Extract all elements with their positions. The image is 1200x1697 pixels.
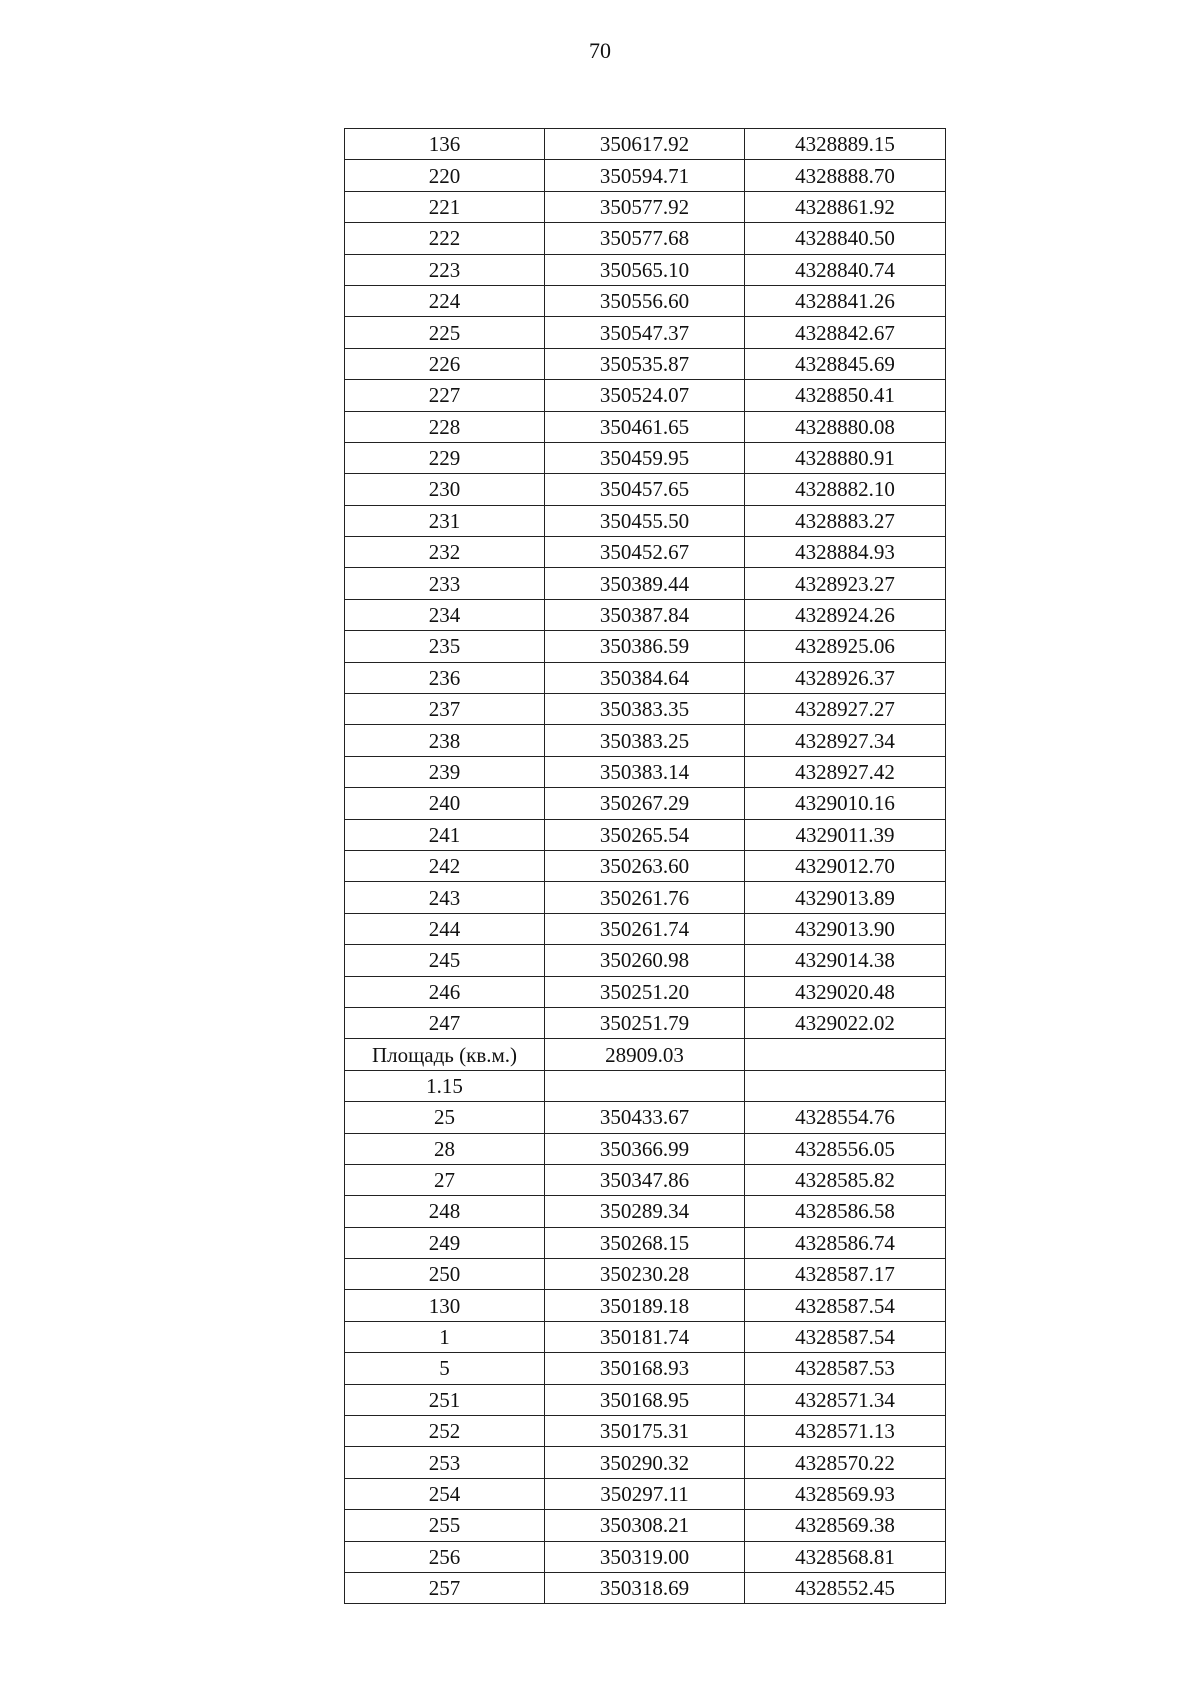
x-coordinate-cell: 350461.65 [545,411,745,442]
y-coordinate-cell: 4328554.76 [745,1102,946,1133]
point-number-cell: 253 [345,1447,545,1478]
x-coordinate-cell: 350168.93 [545,1353,745,1384]
y-coordinate-cell: 4328552.45 [745,1572,946,1603]
y-coordinate-cell: 4328880.91 [745,442,946,473]
table-row [345,882,946,913]
y-coordinate-cell: 4329013.90 [745,913,946,944]
x-coordinate-cell: 350577.92 [545,191,745,222]
y-coordinate-cell: 4328568.81 [745,1541,946,1572]
table-row [345,1510,946,1541]
x-coordinate-cell: 350383.14 [545,756,745,787]
x-coordinate-cell: 350452.67 [545,537,745,568]
x-coordinate-cell: 350547.37 [545,317,745,348]
page-number: 70 [589,38,611,63]
point-number-cell: 220 [345,160,545,191]
y-coordinate-cell: 4329014.38 [745,945,946,976]
x-coordinate-cell: 350318.69 [545,1572,745,1603]
x-coordinate-cell: 350366.99 [545,1133,745,1164]
y-coordinate-cell: 4328926.37 [745,662,946,693]
table-row [345,599,946,630]
coordinates-table [344,128,946,1604]
x-coordinate-cell: 350263.60 [545,850,745,881]
y-coordinate-cell: 4328882.10 [745,474,946,505]
y-coordinate-cell: 4329020.48 [745,976,946,1007]
point-number-cell: 246 [345,976,545,1007]
point-number-cell: 136 [345,129,545,160]
y-coordinate-cell: 4328883.27 [745,505,946,536]
y-coordinate-cell: 4328587.54 [745,1321,946,1352]
x-coordinate-cell: 350535.87 [545,348,745,379]
y-coordinate-cell: 4328927.42 [745,756,946,787]
x-coordinate-cell: 350386.59 [545,631,745,662]
point-number-cell: 226 [345,348,545,379]
y-coordinate-cell: 4328586.74 [745,1227,946,1258]
table-row [345,756,946,787]
y-coordinate-cell [745,1070,946,1101]
point-number-cell: 5 [345,1353,545,1384]
point-number-cell: 255 [345,1510,545,1541]
x-coordinate-cell: 350268.15 [545,1227,745,1258]
point-number-cell: 239 [345,756,545,787]
point-number-cell: 247 [345,1007,545,1038]
point-number-cell: 244 [345,913,545,944]
x-coordinate-cell: 350289.34 [545,1196,745,1227]
point-number-cell: 242 [345,850,545,881]
x-coordinate-cell: 350347.86 [545,1164,745,1195]
y-coordinate-cell: 4328845.69 [745,348,946,379]
point-number-cell: 230 [345,474,545,505]
table-row [345,694,946,725]
y-coordinate-cell: 4328556.05 [745,1133,946,1164]
x-coordinate-cell: 350297.11 [545,1478,745,1509]
point-number-cell: 1.15 [345,1070,545,1101]
table-row [345,788,946,819]
point-number-cell: Площадь (кв.м.) [345,1039,545,1070]
x-coordinate-cell: 350565.10 [545,254,745,285]
table-row [345,1572,946,1603]
y-coordinate-cell: 4328587.54 [745,1290,946,1321]
y-coordinate-cell: 4328889.15 [745,129,946,160]
point-number-cell: 251 [345,1384,545,1415]
table-body [345,129,946,1604]
y-coordinate-cell: 4328925.06 [745,631,946,662]
x-coordinate-cell: 350457.65 [545,474,745,505]
x-coordinate-cell: 350189.18 [545,1290,745,1321]
table-row [345,317,946,348]
table-row [345,411,946,442]
table-row [345,254,946,285]
y-coordinate-cell [745,1039,946,1070]
x-coordinate-cell: 350617.92 [545,129,745,160]
x-coordinate-cell: 350265.54 [545,819,745,850]
point-number-cell: 222 [345,223,545,254]
x-coordinate-cell: 350459.95 [545,442,745,473]
point-number-cell: 231 [345,505,545,536]
table-row [345,474,946,505]
x-coordinate-cell: 28909.03 [545,1039,745,1070]
x-coordinate-cell: 350261.76 [545,882,745,913]
table-row [345,160,946,191]
point-number-cell: 232 [345,537,545,568]
y-coordinate-cell: 4328924.26 [745,599,946,630]
y-coordinate-cell: 4328841.26 [745,285,946,316]
y-coordinate-cell: 4328586.58 [745,1196,946,1227]
table-row [345,1290,946,1321]
table-row [345,223,946,254]
table-row [345,913,946,944]
table-row [345,1196,946,1227]
table-row [345,537,946,568]
x-coordinate-cell: 350251.20 [545,976,745,1007]
table-row [345,1102,946,1133]
x-coordinate-cell: 350455.50 [545,505,745,536]
table-row [345,1384,946,1415]
table-row [345,191,946,222]
x-coordinate-cell: 350556.60 [545,285,745,316]
x-coordinate-cell: 350267.29 [545,788,745,819]
point-number-cell: 257 [345,1572,545,1603]
y-coordinate-cell: 4329012.70 [745,850,946,881]
y-coordinate-cell: 4328888.70 [745,160,946,191]
x-coordinate-cell: 350524.07 [545,380,745,411]
y-coordinate-cell: 4328571.34 [745,1384,946,1415]
point-number-cell: 223 [345,254,545,285]
y-coordinate-cell: 4328861.92 [745,191,946,222]
x-coordinate-cell: 350308.21 [545,1510,745,1541]
y-coordinate-cell: 4328923.27 [745,568,946,599]
table-row [345,945,946,976]
table-row [345,1321,946,1352]
point-number-cell: 225 [345,317,545,348]
point-number-cell: 229 [345,442,545,473]
point-number-cell: 236 [345,662,545,693]
x-coordinate-cell [545,1070,745,1101]
x-coordinate-cell: 350181.74 [545,1321,745,1352]
y-coordinate-cell: 4328840.50 [745,223,946,254]
y-coordinate-cell: 4328842.67 [745,317,946,348]
x-coordinate-cell: 350290.32 [545,1447,745,1478]
point-number-cell: 234 [345,599,545,630]
point-number-cell: 238 [345,725,545,756]
point-number-cell: 241 [345,819,545,850]
table-row [345,1070,946,1101]
x-coordinate-cell: 350387.84 [545,599,745,630]
x-coordinate-cell: 350384.64 [545,662,745,693]
table-row [345,1259,946,1290]
point-number-cell: 243 [345,882,545,913]
y-coordinate-cell: 4328927.34 [745,725,946,756]
table-row [345,1416,946,1447]
x-coordinate-cell: 350261.74 [545,913,745,944]
table-row [345,819,946,850]
table-row [345,129,946,160]
y-coordinate-cell: 4328587.53 [745,1353,946,1384]
table-row [345,631,946,662]
y-coordinate-cell: 4328569.38 [745,1510,946,1541]
point-number-cell: 248 [345,1196,545,1227]
point-number-cell: 28 [345,1133,545,1164]
y-coordinate-cell: 4328587.17 [745,1259,946,1290]
table-row [345,976,946,1007]
y-coordinate-cell: 4329011.39 [745,819,946,850]
table-row [345,850,946,881]
point-number-cell: 227 [345,380,545,411]
point-number-cell: 245 [345,945,545,976]
table-row [345,285,946,316]
point-number-cell: 1 [345,1321,545,1352]
x-coordinate-cell: 350389.44 [545,568,745,599]
y-coordinate-cell: 4328927.27 [745,694,946,725]
point-number-cell: 224 [345,285,545,316]
table-row [345,380,946,411]
point-number-cell: 130 [345,1290,545,1321]
y-coordinate-cell: 4328585.82 [745,1164,946,1195]
point-number-cell: 240 [345,788,545,819]
point-number-cell: 252 [345,1416,545,1447]
x-coordinate-cell: 350175.31 [545,1416,745,1447]
table-row [345,1353,946,1384]
x-coordinate-cell: 350319.00 [545,1541,745,1572]
point-number-cell: 27 [345,1164,545,1195]
y-coordinate-cell: 4328569.93 [745,1478,946,1509]
table-row [345,1164,946,1195]
point-number-cell: 256 [345,1541,545,1572]
y-coordinate-cell: 4329022.02 [745,1007,946,1038]
y-coordinate-cell: 4328850.41 [745,380,946,411]
x-coordinate-cell: 350383.35 [545,694,745,725]
x-coordinate-cell: 350433.67 [545,1102,745,1133]
point-number-cell: 233 [345,568,545,599]
point-number-cell: 228 [345,411,545,442]
x-coordinate-cell: 350168.95 [545,1384,745,1415]
table-row [345,662,946,693]
table-row [345,1227,946,1258]
table-row [345,1541,946,1572]
x-coordinate-cell: 350260.98 [545,945,745,976]
x-coordinate-cell: 350577.68 [545,223,745,254]
x-coordinate-cell: 350251.79 [545,1007,745,1038]
point-number-cell: 249 [345,1227,545,1258]
x-coordinate-cell: 350383.25 [545,725,745,756]
table-row [345,442,946,473]
y-coordinate-cell: 4328570.22 [745,1447,946,1478]
point-number-cell: 25 [345,1102,545,1133]
y-coordinate-cell: 4328840.74 [745,254,946,285]
x-coordinate-cell: 350230.28 [545,1259,745,1290]
table-row [345,1039,946,1070]
point-number-cell: 250 [345,1259,545,1290]
table-row [345,1007,946,1038]
point-number-cell: 254 [345,1478,545,1509]
y-coordinate-cell: 4328571.13 [745,1416,946,1447]
point-number-cell: 221 [345,191,545,222]
y-coordinate-cell: 4329010.16 [745,788,946,819]
point-number-cell: 237 [345,694,545,725]
table-row [345,568,946,599]
table-row [345,1133,946,1164]
table-row [345,1478,946,1509]
table-row [345,1447,946,1478]
table-row [345,505,946,536]
y-coordinate-cell: 4328884.93 [745,537,946,568]
table-row [345,725,946,756]
x-coordinate-cell: 350594.71 [545,160,745,191]
table-row [345,348,946,379]
point-number-cell: 235 [345,631,545,662]
y-coordinate-cell: 4328880.08 [745,411,946,442]
y-coordinate-cell: 4329013.89 [745,882,946,913]
